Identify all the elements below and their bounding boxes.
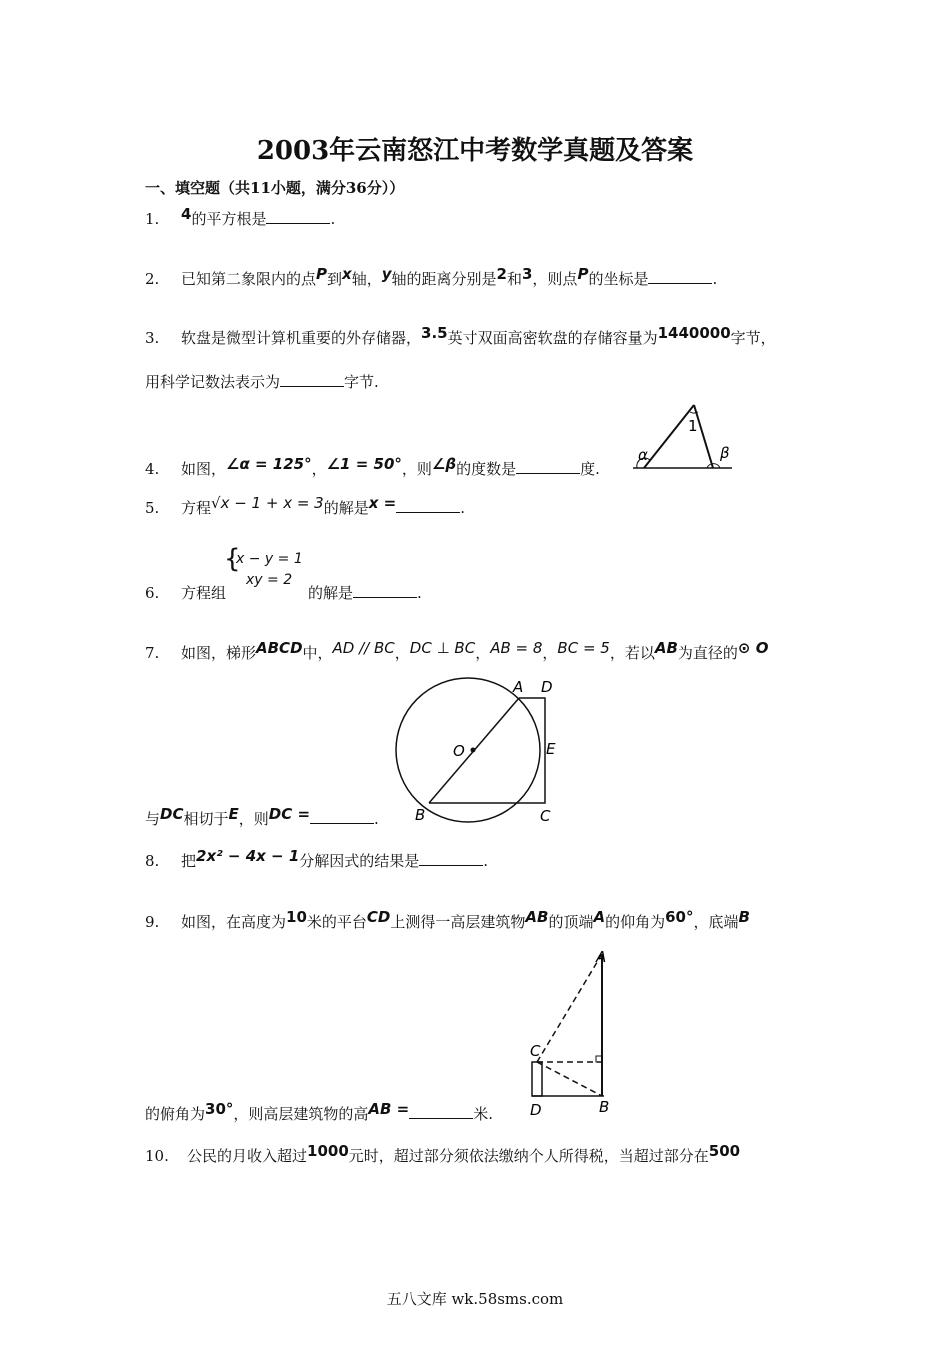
question-5: 5. 方程√x − 1 + x = 3的解是x = . xyxy=(145,494,465,517)
answer-blank xyxy=(353,583,417,598)
system-eq-1: x − y = 1 xyxy=(236,551,303,567)
label-B: B xyxy=(415,806,426,824)
answer-blank xyxy=(419,851,483,866)
label-O: O xyxy=(453,742,465,760)
answer-blank xyxy=(648,269,712,284)
label-A: A xyxy=(513,678,524,696)
answer-blank xyxy=(409,1104,473,1119)
document-title: 2003年云南怒江中考数学真题及答案 xyxy=(256,136,694,166)
label-D: D xyxy=(530,1101,542,1119)
angle-alpha-label: α xyxy=(638,446,648,464)
label-B: B xyxy=(599,1098,610,1116)
section-heading: 一、填空题（共11小题，满分36分）） xyxy=(145,179,405,197)
question-9-line-2: 的俯角为30°，则高层建筑物的高AB = 米. xyxy=(145,1100,494,1123)
answer-blank xyxy=(266,209,330,224)
angle-1-label: 1 xyxy=(688,417,698,435)
answer-blank xyxy=(310,809,374,824)
question-6: 6. 方程组 的解是 . xyxy=(145,584,422,602)
label-C: C xyxy=(540,807,551,825)
footer-watermark: 五八文库 wk.58sms.com xyxy=(386,1290,564,1308)
question-8: 8. 把2x² − 4x − 1分解因式的结果是 . xyxy=(145,847,489,870)
angle-beta-label: β xyxy=(720,444,730,462)
question-3-line-2: 用科学记数法表示为 字节. xyxy=(145,373,379,391)
question-7: 7. 如图，梯形ABCD中，AD // BC，DC ⊥ BC，AB = 8，BC = 5，若以AB为直径的⊙ O xyxy=(145,639,769,662)
label-E: E xyxy=(546,740,556,758)
building-angle-figure xyxy=(522,944,622,1124)
answer-blank xyxy=(280,372,344,387)
system-eq-2: xy = 2 xyxy=(246,572,293,588)
answer-blank xyxy=(516,459,580,474)
question-2: 2. 已知第二象限内的点P到x轴，y轴的距离分别是2和3，则点P的坐标是 . xyxy=(145,265,718,288)
left-brace: { xyxy=(224,544,241,574)
label-D: D xyxy=(541,678,553,696)
circle-trapezoid-figure xyxy=(395,676,565,828)
question-4: 4. 如图，∠α = 125°，∠1 = 50°，则∠β的度数是 度. xyxy=(145,455,600,478)
question-1: 1. 4的平方根是 . xyxy=(145,205,336,228)
question-3: 3. 软盘是微型计算机重要的外存储器，3.5英寸双面高密软盘的存储容量为1440000字节， xyxy=(145,324,776,347)
question-7-line-2: 与DC相切于E，则DC = . xyxy=(145,805,379,828)
question-9: 9. 如图，在高度为10米的平台CD上测得一高层建筑物AB的顶端A的仰角为60°，底端B xyxy=(145,908,750,931)
label-A: A xyxy=(596,948,607,966)
question-10: 10. 公民的月收入超过1000元时，超过部分须依法缴纳个人所得税，当超过部分在500 xyxy=(145,1142,741,1165)
label-C: C xyxy=(530,1042,541,1060)
triangle-figure xyxy=(630,400,735,475)
answer-blank xyxy=(396,498,460,513)
